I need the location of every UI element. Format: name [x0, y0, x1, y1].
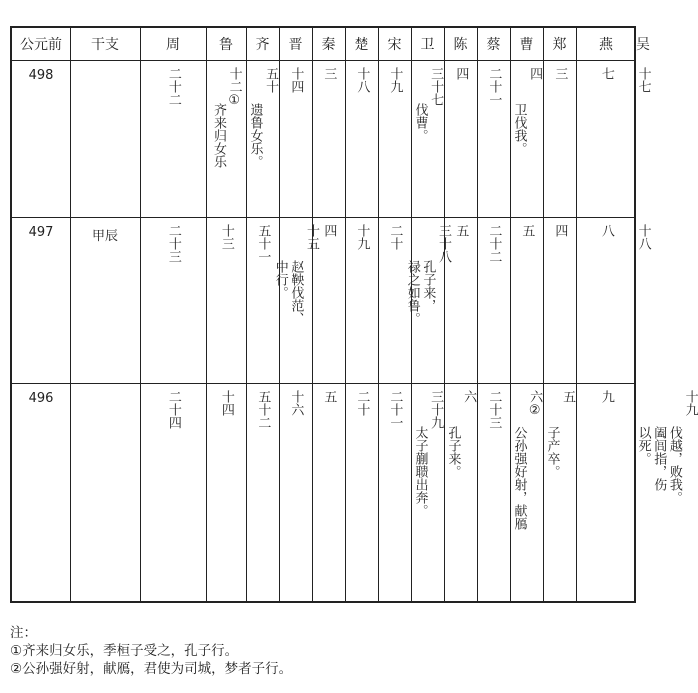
year-cell: 496 — [28, 391, 54, 406]
cell-year-count: 十四 — [288, 67, 304, 93]
cell-event-text: 遗鲁女乐。 — [247, 103, 263, 168]
cell-lu — [206, 224, 246, 378]
cell-yan — [576, 67, 636, 212]
cell-chu — [345, 67, 378, 212]
cell-qin — [312, 67, 345, 212]
cell-year-count: 二十 — [354, 390, 370, 416]
cell-year-count: 十七 — [635, 67, 651, 93]
column-header: 郑 — [552, 37, 567, 53]
cell-song — [378, 390, 411, 600]
cell-event-text: 子产卒。 — [544, 426, 560, 478]
cell-yan — [576, 390, 636, 600]
cell-year-count: 三十八 — [435, 224, 451, 263]
cell-jin — [272, 224, 319, 378]
cell-year-count: 五 — [519, 224, 535, 237]
cell-year-count: 三 — [552, 67, 568, 80]
row-divider — [12, 217, 634, 218]
cell-year-count: 五 — [321, 390, 337, 403]
cell-zhou — [140, 390, 206, 600]
cell-event-text: 卫伐我。 — [511, 103, 527, 155]
cell-event-text: 禄之如鲁。 — [404, 260, 420, 325]
cell-cai — [477, 390, 510, 600]
cell-wu — [636, 224, 650, 378]
cell-yan — [576, 224, 636, 378]
cell-zheng — [543, 67, 576, 212]
cell-qin — [312, 224, 345, 378]
column-header: 干支 — [91, 37, 119, 53]
cell-year-count: 五十一 — [255, 224, 271, 263]
cell-year-count: 七 — [598, 67, 614, 80]
cell-year-count: 八 — [598, 224, 614, 237]
cell-year-count: 二十 — [387, 224, 403, 250]
cell-jin — [279, 67, 312, 212]
cell-year-count: 六 — [461, 390, 477, 403]
cell-event-text: 赵鞅伐范、 — [288, 260, 304, 325]
row-divider — [12, 60, 634, 61]
cell-chen — [444, 67, 477, 212]
cell-year-count: 二十一 — [387, 390, 403, 429]
cell-cai — [477, 67, 510, 212]
cell-cai — [477, 224, 510, 378]
row-divider — [12, 383, 634, 384]
cell-event-text: 伐越，败我。 — [666, 426, 682, 504]
cell-year-count: 四 — [527, 67, 543, 80]
cell-qin — [312, 390, 345, 600]
cell-chu — [345, 224, 378, 378]
cell-year-count: 十三 — [218, 224, 234, 250]
cell-cao — [510, 224, 543, 378]
cell-cao — [510, 67, 543, 212]
chronology-table — [10, 26, 698, 603]
cell-zheng — [543, 390, 576, 600]
cell-year-count: 二十二 — [165, 67, 181, 106]
cell-year-count: 六② — [527, 390, 543, 418]
cell-event-text: 孔子来。 — [445, 426, 461, 478]
cell-year-count: 十五 — [303, 224, 319, 250]
cell-year-count: 五 — [453, 224, 469, 237]
cell-zheng — [543, 224, 576, 378]
column-header: 吴 — [636, 37, 650, 53]
cell-cao — [510, 390, 543, 600]
cell-event-text: 孔子来， — [420, 260, 436, 312]
column-header: 公元前 — [20, 37, 62, 53]
cell-year-count: 二十一 — [486, 67, 502, 106]
cell-year-count: 二十四 — [165, 390, 181, 429]
column-header: 齐 — [255, 37, 270, 53]
cell-event-text: 太子蒯聩出奔。 — [412, 426, 428, 517]
cell-wei — [411, 390, 444, 600]
cell-zhou — [140, 224, 206, 378]
cell-year-count: 十九 — [354, 224, 370, 250]
cell-lu — [206, 390, 246, 600]
column-header: 鲁 — [219, 37, 233, 53]
cell-year-count: 四 — [321, 224, 337, 237]
cell-year-count: 十二① — [226, 67, 242, 108]
year-cell: 497 — [28, 225, 54, 240]
ganzhi-cell: 甲辰 — [91, 229, 118, 244]
cell-zhou — [140, 67, 206, 212]
cell-jin — [279, 390, 312, 600]
cell-year-count: 五十 — [263, 67, 279, 93]
cell-qi — [246, 390, 279, 600]
cell-chen — [444, 390, 477, 600]
column-header: 卫 — [420, 37, 435, 53]
cell-event-text: 伐曹。 — [412, 103, 428, 142]
cell-year-count: 十九 — [682, 390, 698, 416]
column-header: 宋 — [387, 37, 402, 53]
cell-chu — [345, 390, 378, 600]
cell-event-text: 中行。 — [272, 260, 288, 299]
cell-year-count: 三十七 — [428, 67, 444, 106]
column-header: 晋 — [288, 37, 303, 53]
column-header: 燕 — [599, 37, 613, 53]
column-header: 陈 — [453, 37, 468, 53]
cell-song — [378, 67, 411, 212]
cell-year-count: 五 — [560, 390, 576, 403]
column-divider — [70, 28, 71, 601]
cell-event-text: 以死。 — [635, 426, 651, 465]
cell-year-count: 十八 — [354, 67, 370, 93]
note-1: ①齐来归女乐，季桓子受之，孔子行。 — [10, 643, 239, 659]
notes — [10, 624, 292, 678]
cell-event-text: 阖闾指，伤 — [651, 426, 667, 491]
cell-wei — [411, 67, 444, 212]
cell-qi — [246, 67, 279, 212]
column-header: 曹 — [519, 37, 534, 53]
cell-year-count: 十四 — [218, 390, 234, 416]
column-header: 秦 — [321, 37, 336, 53]
column-header: 周 — [166, 37, 180, 53]
cell-chen — [444, 224, 477, 378]
cell-year-count: 二十三 — [165, 224, 181, 263]
cell-year-count: 四 — [552, 224, 568, 237]
cell-year-count: 十八 — [635, 224, 651, 250]
year-cell: 498 — [28, 68, 54, 83]
cell-year-count: 二十二 — [486, 224, 502, 263]
cell-event-text: 公孙强好射，献鴈 — [511, 426, 527, 530]
cell-year-count: 十九 — [387, 67, 403, 93]
cell-year-count: 五十二 — [255, 390, 271, 429]
cell-year-count: 二十三 — [486, 390, 502, 429]
cell-wei — [404, 224, 451, 378]
cell-year-count: 十六 — [288, 390, 304, 416]
column-header: 蔡 — [486, 37, 501, 53]
cell-year-count: 四 — [453, 67, 469, 80]
cell-wu — [636, 390, 697, 600]
cell-lu — [206, 67, 246, 212]
cell-year-count: 九 — [598, 390, 614, 403]
column-header: 楚 — [354, 37, 369, 53]
notes-label: 注： — [10, 625, 37, 641]
cell-event-text: 齐来归女乐 — [211, 103, 226, 168]
note-2: ②公孙强好射，献鴈，君使为司城，梦者子行。 — [10, 661, 293, 677]
cell-wu — [636, 67, 650, 212]
cell-year-count: 三 — [321, 67, 337, 80]
cell-year-count: 三十九 — [428, 390, 444, 429]
